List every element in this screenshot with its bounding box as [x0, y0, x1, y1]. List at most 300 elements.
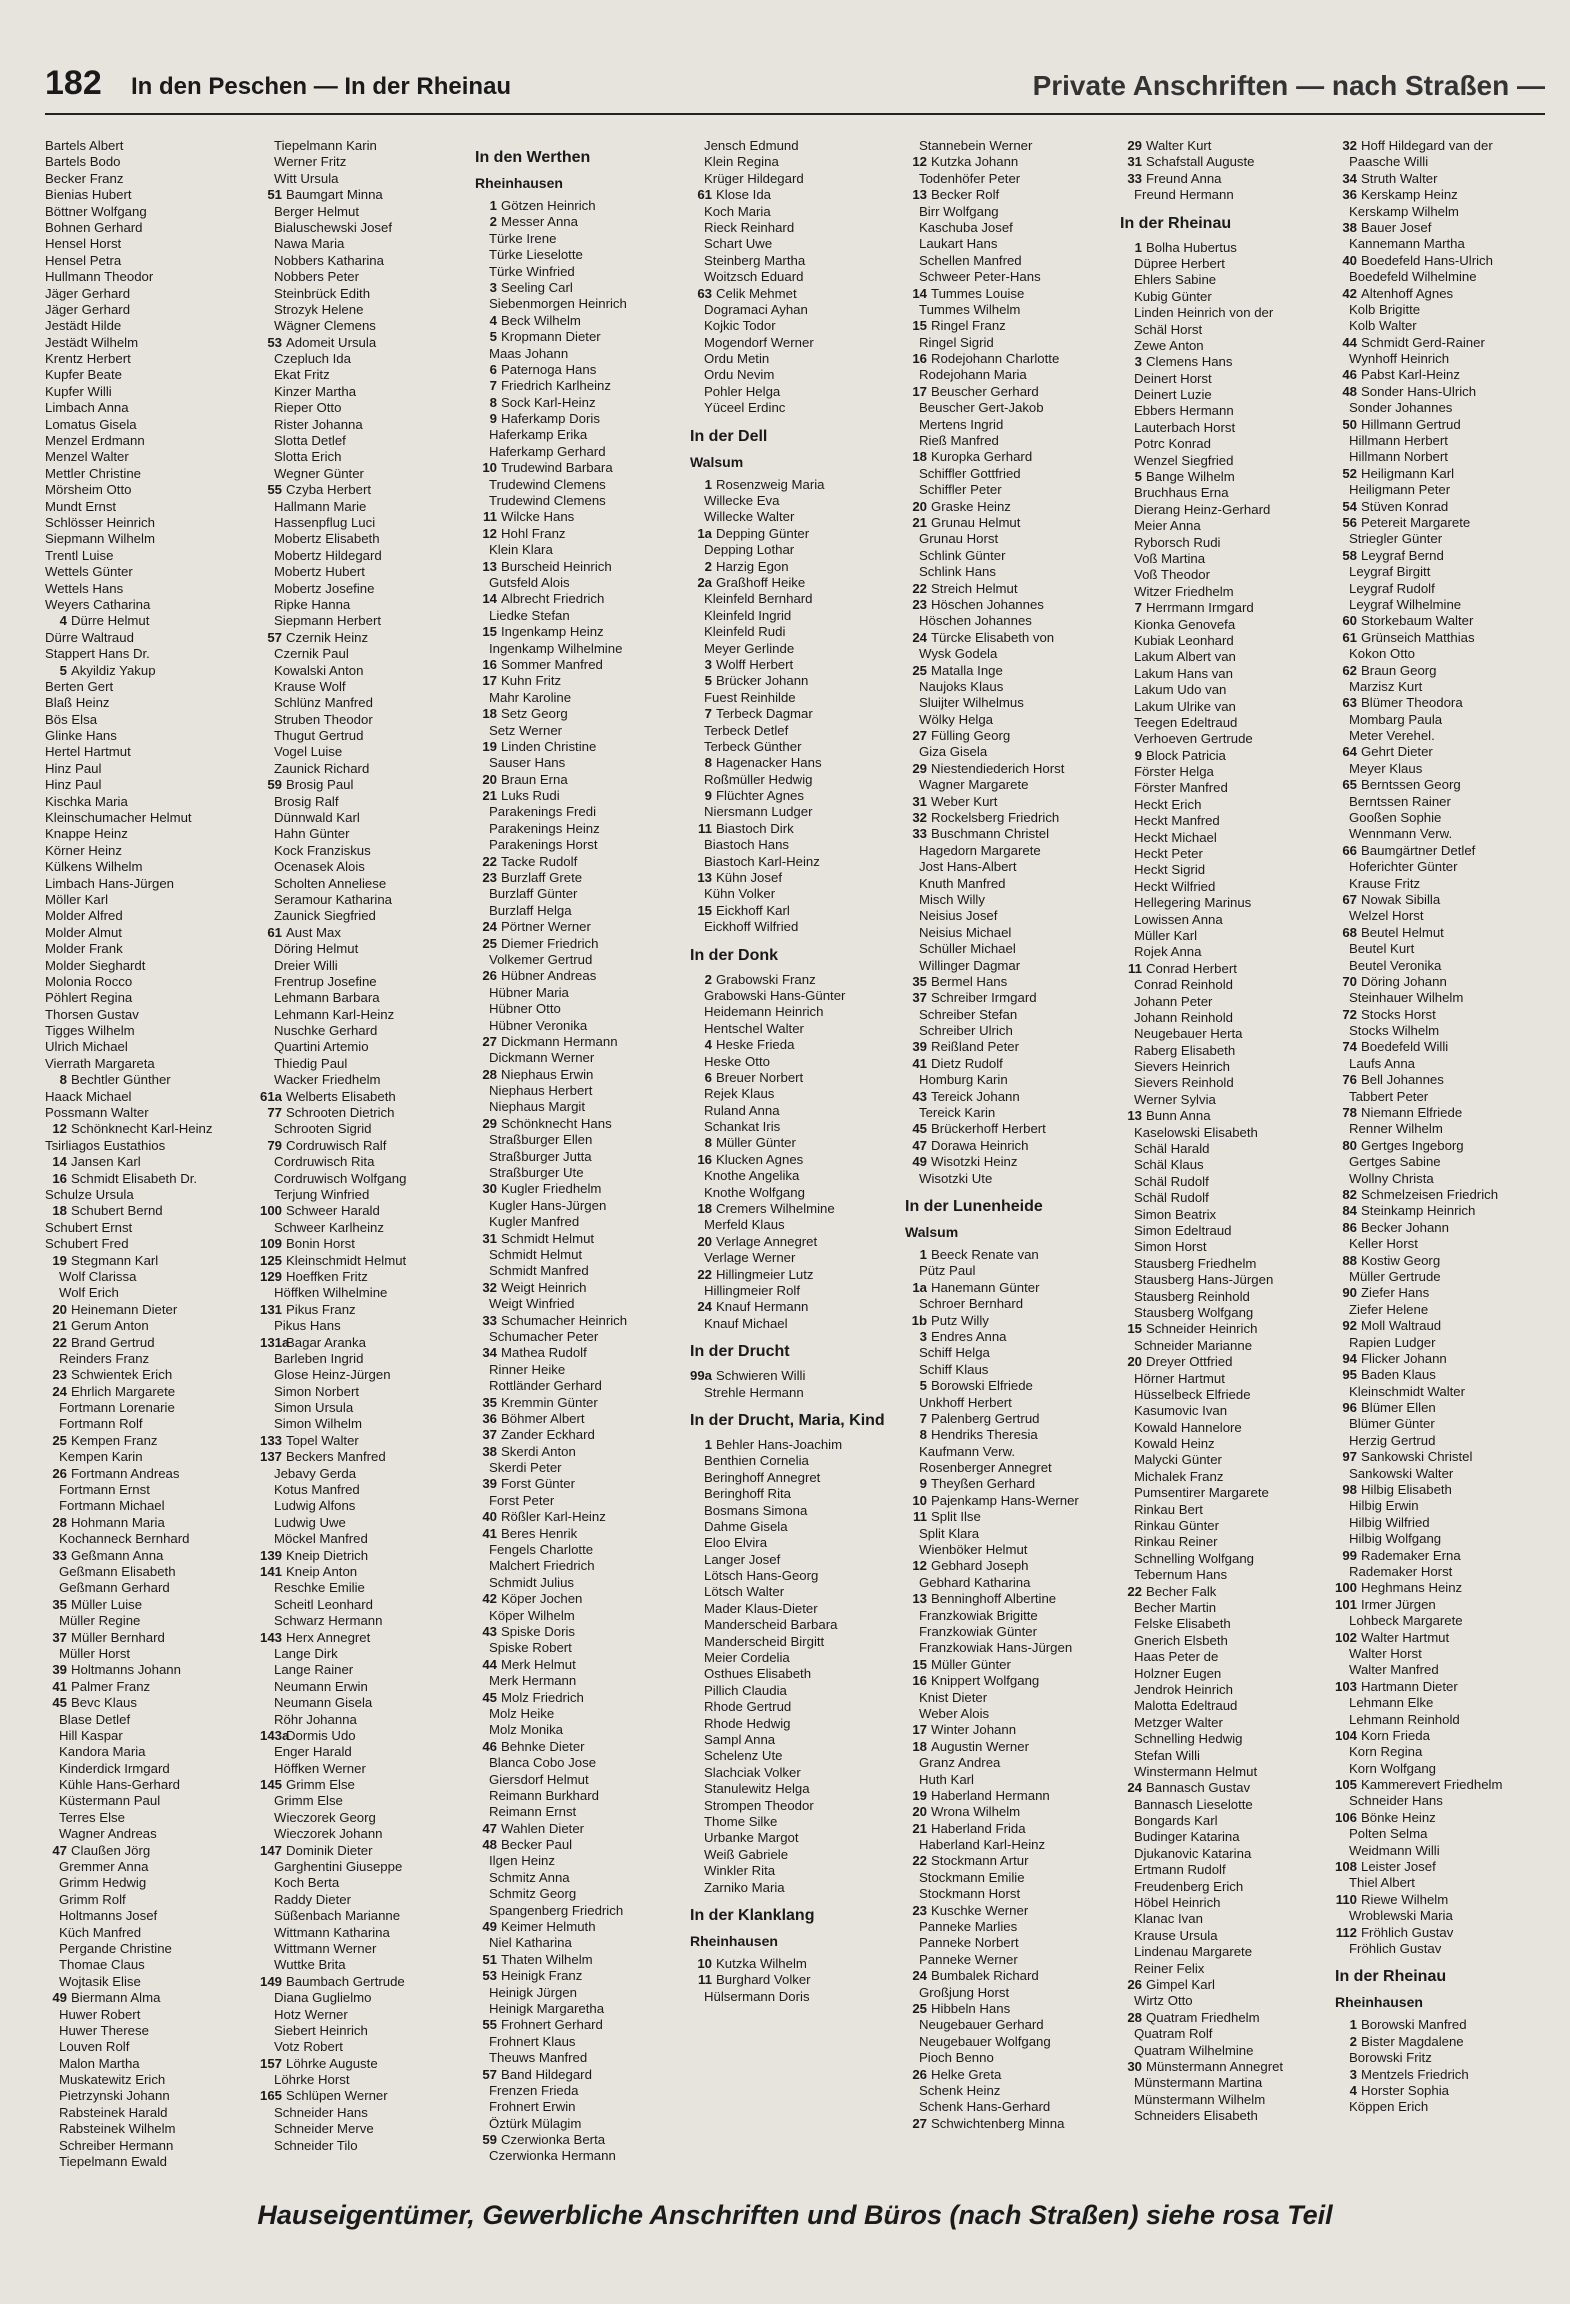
resident-name: Tsirliagos Eustathios: [45, 1137, 166, 1153]
directory-entry: [1335, 876, 1545, 892]
directory-entry: [260, 974, 475, 990]
house-number: 25: [482, 935, 497, 951]
directory-entry: [1335, 581, 1545, 597]
directory-entry: [690, 1601, 905, 1617]
house-number: 20: [697, 1233, 712, 1249]
directory-entry: [1335, 1843, 1545, 1859]
directory-entry: [475, 1214, 690, 1230]
resident-name: Theyßen Gerhard: [931, 1476, 1036, 1492]
resident-name: Großjung Horst: [919, 1984, 1010, 2000]
directory-entry: [1120, 1829, 1335, 1845]
resident-name: Grimm Hedwig: [59, 1875, 147, 1891]
resident-name: Kleinschumacher Helmut: [45, 810, 192, 826]
directory-entry: [475, 346, 690, 362]
resident-name: Weidmann Willi: [1349, 1842, 1440, 1858]
resident-name: Todenhöfer Peter: [919, 170, 1021, 186]
directory-entry: [1335, 1367, 1545, 1383]
resident-name: Burscheid Heinrich: [501, 558, 612, 574]
directory-entry: [45, 1138, 260, 1154]
resident-name: Niephaus Erwin: [501, 1066, 594, 1082]
resident-name: Gertges Ingeborg: [1361, 1137, 1464, 1153]
directory-entry: [260, 1400, 475, 1416]
directory-entry: [260, 499, 475, 515]
directory-entry: [1335, 2083, 1545, 2099]
directory-entry: [45, 400, 260, 416]
house-number: 3: [919, 1328, 927, 1344]
directory-entry: [260, 1777, 475, 1793]
directory-entry: [1335, 794, 1545, 810]
resident-name: Verlage Annegret: [716, 1233, 818, 1249]
directory-entry: [1335, 728, 1545, 744]
directory-entry: [475, 1329, 690, 1345]
resident-name: Böttner Wolfgang: [45, 203, 147, 219]
directory-entry: [260, 531, 475, 547]
directory-entry: [475, 444, 690, 460]
directory-entry: [260, 1236, 475, 1252]
resident-name: Meyer Gerlinde: [704, 640, 795, 656]
directory-entry: [1120, 1846, 1335, 1862]
resident-name: Terbeck Dagmar: [716, 706, 813, 722]
resident-name: Block Patricia: [1146, 747, 1226, 763]
directory-entry: [260, 1564, 475, 1580]
directory-column: [1335, 138, 1545, 2173]
resident-name: Neugebauer Gerhard: [919, 2017, 1044, 2033]
resident-name: Scholten Anneliese: [274, 875, 387, 891]
resident-name: Kowald Hannelore: [1134, 1419, 1242, 1435]
directory-entry: [690, 1617, 905, 1633]
resident-name: Skerdi Peter: [489, 1460, 562, 1476]
directory-entry: [690, 1732, 905, 1748]
directory-entry: [1120, 2092, 1335, 2108]
directory-entry: [475, 493, 690, 509]
resident-name: Beringhoff Rita: [704, 1486, 791, 1502]
street-heading: In der Dell: [690, 427, 768, 445]
resident-name: Fröhlich Gustav: [1361, 1924, 1454, 1940]
house-number: 32: [482, 1279, 497, 1295]
resident-name: Reiner Felix: [1134, 1960, 1205, 1976]
directory-entry: [1335, 646, 1545, 662]
directory-entry: [1120, 371, 1335, 387]
directory-entry: [475, 1870, 690, 1886]
resident-name: Rosenberger Annegret: [919, 1460, 1052, 1476]
resident-name: Parakenings Heinz: [489, 820, 600, 836]
house-number: 13: [912, 187, 927, 203]
directory-entry: [690, 1847, 905, 1863]
house-number: 16: [912, 1673, 927, 1689]
house-number: 108: [1335, 1859, 1358, 1875]
resident-name: Strozyk Helene: [274, 301, 364, 317]
resident-name: Setz Georg: [501, 706, 568, 722]
resident-name: Hillmann Norbert: [1349, 449, 1448, 465]
resident-name: Panneke Werner: [919, 1951, 1018, 1967]
house-number: 33: [482, 1312, 497, 1328]
resident-name: Molz Monika: [489, 1722, 564, 1738]
house-number: 86: [1342, 1219, 1357, 1235]
resident-name: Haferkamp Erika: [489, 427, 588, 443]
directory-entry: [45, 1580, 260, 1596]
directory-entry: [45, 548, 260, 564]
directory-entry: [1120, 666, 1335, 682]
directory-entry: [690, 1519, 905, 1535]
directory-entry: [1120, 633, 1335, 649]
resident-name: Schlösser Heinrich: [45, 514, 155, 530]
directory-entry: [45, 367, 260, 383]
house-number: 5: [59, 662, 67, 678]
directory-entry: [690, 608, 905, 624]
directory-entry: [905, 515, 1120, 531]
directory-entry: [1335, 1007, 1545, 1023]
house-number: 90: [1342, 1285, 1357, 1301]
resident-name: Molz Friedrich: [501, 1689, 584, 1705]
directory-entry: [1335, 253, 1545, 269]
house-number: 23: [52, 1367, 67, 1383]
resident-name: Klucken Agnes: [716, 1151, 804, 1167]
resident-name: Johann Reinhold: [1134, 1009, 1233, 1025]
directory-entry: [475, 1345, 690, 1361]
directory-entry: [475, 1280, 690, 1296]
directory-entry: [260, 1089, 475, 1105]
directory-entry: [45, 1515, 260, 1531]
directory-entry: [1335, 220, 1545, 236]
directory-entry: [1120, 485, 1335, 501]
directory-entry: [1335, 1531, 1545, 1547]
directory-entry: [1335, 2017, 1545, 2033]
resident-name: Götzen Heinrich: [501, 198, 596, 213]
directory-entry: [1335, 1580, 1545, 1596]
directory-entry: [1120, 1862, 1335, 1878]
directory-entry: [45, 2023, 260, 2039]
resident-name: Rockelsberg Friedrich: [931, 810, 1060, 826]
resident-name: Rinner Heike: [489, 1361, 566, 1377]
resident-name: Menzel Erdmann: [45, 433, 145, 449]
directory-entry: [260, 1351, 475, 1367]
directory-entry: [905, 1575, 1120, 1591]
resident-name: Beuscher Gert-Jakob: [919, 400, 1044, 416]
directory-entry: [1335, 1039, 1545, 1055]
resident-name: Hinz Paul: [45, 777, 102, 793]
directory-entry: [1335, 679, 1545, 695]
directory-entry: [905, 1313, 1120, 1329]
resident-name: Haberland Frida: [931, 1820, 1026, 1836]
resident-name: Slotta Erich: [274, 449, 342, 465]
directory-entry: [1335, 384, 1545, 400]
resident-name: Sankowski Walter: [1349, 1465, 1454, 1481]
directory-entry: [1120, 1190, 1335, 1206]
resident-name: Dürre Waltraud: [45, 629, 134, 645]
resident-name: Müller Günter: [931, 1656, 1011, 1672]
resident-name: Fröhlich Gustav: [1349, 1940, 1442, 1956]
house-number: 3: [1134, 354, 1142, 370]
house-number: 109: [260, 1236, 283, 1252]
resident-name: Schmidt Manfred: [489, 1263, 589, 1279]
directory-entry: [905, 1935, 1120, 1951]
house-number: 33: [52, 1547, 67, 1563]
resident-name: Berten Gert: [45, 678, 114, 694]
house-number: 110: [1335, 1891, 1357, 1907]
directory-entry: [475, 985, 690, 1001]
house-number: 52: [1342, 465, 1357, 481]
directory-entry: [475, 1509, 690, 1525]
resident-name: Becker Paul: [501, 1837, 573, 1853]
resident-name: Hill Kaspar: [59, 1727, 123, 1743]
resident-name: Eloo Elvira: [704, 1535, 768, 1551]
resident-name: Niel Katharina: [489, 1935, 572, 1951]
directory-entry: [690, 772, 905, 788]
resident-name: Ludwig Alfons: [274, 1498, 356, 1514]
resident-name: Stausberg Friedhelm: [1134, 1255, 1257, 1271]
resident-name: Siepmann Wilhelm: [45, 531, 155, 547]
resident-name: Ripke Hanna: [274, 596, 351, 612]
directory-entry: [260, 1269, 475, 1285]
directory-entry: [475, 755, 690, 771]
house-number: 49: [912, 1154, 927, 1170]
resident-name: Schneider Heinrich: [1146, 1321, 1258, 1337]
resident-name: Mundt Ernst: [45, 498, 117, 514]
directory-entry: [475, 1198, 690, 1214]
directory-entry: [690, 1437, 905, 1453]
resident-name: Öztürk Mülagim: [489, 2115, 582, 2131]
directory-entry: [1335, 1793, 1545, 1809]
resident-name: Kropmann Dieter: [501, 329, 601, 345]
directory-entry: [1335, 548, 1545, 564]
resident-name: Kleinschmidt Helmut: [286, 1252, 407, 1268]
directory-entry: [1335, 269, 1545, 285]
resident-name: Rhode Hedwig: [704, 1715, 791, 1731]
directory-entry: [1335, 564, 1545, 580]
directory-entry: [475, 1378, 690, 1394]
resident-name: Bange Wilhelm: [1146, 469, 1235, 485]
house-number: 22: [1127, 1583, 1142, 1599]
directory-entry: [1335, 712, 1545, 728]
resident-name: Förster Manfred: [1134, 780, 1228, 796]
directory-entry: [45, 1892, 260, 1908]
resident-name: Biastoch Dirk: [716, 820, 794, 836]
house-number: 1: [919, 1247, 927, 1262]
directory-entry: [45, 318, 260, 334]
directory-entry: [45, 1482, 260, 1498]
house-number: 143: [260, 1629, 283, 1645]
resident-name: Knauf Hermann: [716, 1299, 809, 1315]
resident-name: Hentschel Walter: [704, 1020, 804, 1036]
directory-entry: [1335, 1777, 1545, 1793]
resident-name: Jansen Karl: [71, 1154, 141, 1170]
directory-entry: [45, 2072, 260, 2088]
resident-name: Rieß Manfred: [919, 433, 999, 449]
directory-entry: [690, 1699, 905, 1715]
directory-entry: [905, 138, 1120, 154]
resident-name: Mader Klaus-Dieter: [704, 1600, 818, 1616]
resident-name: Lowissen Anna: [1134, 911, 1223, 927]
directory-entry: [1120, 1616, 1335, 1632]
directory-entry: [1120, 1748, 1335, 1764]
street-heading: In der Drucht, Maria, Kind: [690, 1411, 885, 1429]
directory-entry: [1120, 600, 1335, 616]
directory-entry: [45, 1744, 260, 1760]
resident-name: Laufs Anna: [1349, 1055, 1415, 1071]
directory-entry: [690, 154, 905, 170]
directory-entry: [475, 1608, 690, 1624]
resident-name: Kupfer Willi: [45, 383, 112, 399]
directory-entry: [1120, 1436, 1335, 1452]
house-number: 74: [1342, 1039, 1357, 1055]
resident-name: Trudewind Barbara: [501, 460, 613, 476]
directory-entry: [260, 351, 475, 367]
resident-name: Terjung Winfried: [274, 1187, 370, 1202]
directory-entry: [905, 548, 1120, 564]
directory-entry: [475, 1804, 690, 1820]
resident-name: Schwarz Hermann: [274, 1613, 383, 1629]
directory-entry: [1335, 1613, 1545, 1629]
resident-name: Werner Fritz: [274, 154, 347, 170]
house-number: 59: [267, 777, 282, 793]
directory-entry: [45, 1285, 260, 1301]
directory-entry: [1335, 1597, 1545, 1613]
resident-name: Ekat Fritz: [274, 367, 330, 383]
directory-entry: [260, 171, 475, 187]
resident-name: Walter Manfred: [1349, 1662, 1439, 1678]
resident-name: Biastoch Karl-Heinz: [704, 853, 820, 869]
directory-entry: [475, 1132, 690, 1148]
resident-name: Mombarg Paula: [1349, 711, 1443, 727]
resident-name: Wuttke Brita: [274, 1957, 346, 1973]
directory-entry: [475, 1575, 690, 1591]
directory-entry: [690, 302, 905, 318]
directory-entry: [45, 2105, 260, 2121]
resident-name: Bagar Aranka: [286, 1334, 366, 1350]
directory-entry: [45, 1236, 260, 1252]
resident-name: Mogendorf Werner: [704, 334, 814, 350]
directory-entry: [45, 1318, 260, 1334]
directory-entry: [1120, 2075, 1335, 2091]
directory-entry: [690, 1004, 905, 1020]
resident-name: Sankowski Christel: [1361, 1449, 1473, 1465]
resident-name: Sievers Heinrich: [1134, 1059, 1231, 1075]
house-number: 49: [52, 1990, 67, 2006]
house-number: 26: [1127, 1976, 1142, 1992]
directory-entry: [45, 1335, 260, 1351]
directory-entry: [45, 1351, 260, 1367]
resident-name: Siebenmorgen Heinrich: [489, 296, 627, 312]
house-number: 11: [483, 509, 497, 525]
directory-entry: [905, 1673, 1120, 1689]
resident-name: Klanac Ivan: [1134, 1911, 1203, 1927]
directory-entry: [260, 876, 475, 892]
page-number: 182: [45, 64, 102, 102]
resident-name: Verlage Werner: [704, 1250, 796, 1266]
directory-entry: [1335, 1941, 1545, 1957]
directory-entry: [905, 1788, 1120, 1804]
directory-entry: [260, 1826, 475, 1842]
resident-name: Schiff Helga: [919, 1345, 990, 1361]
resident-name: Yüceel Erdinc: [704, 400, 786, 416]
directory-entry: [1335, 138, 1545, 154]
directory-entry: [1120, 1895, 1335, 1911]
directory-entry: [475, 2050, 690, 2066]
directory-entry: [260, 449, 475, 465]
directory-entry: [475, 1181, 690, 1197]
resident-name: Krause Wolf: [274, 678, 346, 694]
directory-entry: [905, 1608, 1120, 1624]
resident-name: Korn Frieda: [1361, 1727, 1430, 1743]
section-title: Private Anschriften — nach Straßen —: [1032, 70, 1545, 101]
resident-name: Votz Robert: [274, 2039, 343, 2055]
directory-entry: [1120, 2059, 1335, 2075]
resident-name: Höbel Heinrich: [1134, 1895, 1221, 1911]
resident-name: Türke Lieselotte: [489, 247, 583, 263]
resident-name: Knuth Manfred: [919, 875, 1006, 891]
directory-entry: [45, 1597, 260, 1613]
directory-entry: [905, 892, 1120, 908]
directory-entry: [260, 220, 475, 236]
resident-name: Wienböker Helmut: [919, 1542, 1028, 1558]
resident-name: Leygraf Bernd: [1361, 547, 1444, 563]
resident-name: Rößler Karl-Heinz: [501, 1509, 606, 1525]
resident-name: Borowski Fritz: [1349, 2050, 1432, 2066]
directory-entry: [475, 1231, 690, 1247]
resident-name: Kolb Walter: [1349, 318, 1417, 334]
house-number: 12: [912, 154, 927, 170]
directory-entry: [260, 826, 475, 842]
house-number: 14: [482, 591, 497, 607]
resident-name: Neumann Erwin: [274, 1678, 368, 1694]
directory-entry: [475, 460, 690, 476]
directory-entry: [475, 1788, 690, 1804]
resident-name: Rodejohann Maria: [919, 367, 1027, 383]
resident-name: Schmidt Helmut: [501, 1230, 595, 1246]
directory-entry: [475, 1722, 690, 1738]
directory-entry: [905, 925, 1120, 941]
directory-entry: [1335, 663, 1545, 679]
resident-name: Kubig Günter: [1134, 288, 1212, 304]
directory-entry: [475, 1821, 690, 1837]
house-number: 21: [912, 514, 927, 530]
resident-name: Hallmann Marie: [274, 498, 367, 514]
house-number: 82: [1342, 1187, 1357, 1202]
directory-entry: [1120, 1682, 1335, 1698]
resident-name: Krentz Herbert: [45, 351, 131, 367]
directory-entry: [905, 1919, 1120, 1935]
directory-entry: [45, 1449, 260, 1465]
header-rule: [45, 113, 1545, 115]
directory-entry: [475, 1526, 690, 1542]
resident-name: Wittmann Werner: [274, 1940, 377, 1956]
directory-entry: [260, 269, 475, 285]
directory-entry: [475, 2034, 690, 2050]
resident-name: Beeck Renate van: [931, 1247, 1039, 1262]
resident-name: Bruchhaus Erna: [1134, 485, 1229, 501]
directory-entry: [45, 597, 260, 613]
resident-name: Heidemann Heinrich: [704, 1004, 824, 1020]
directory-entry: [1335, 367, 1545, 383]
resident-name: Frentrup Josefine: [274, 973, 377, 989]
house-number: 10: [482, 460, 497, 476]
resident-name: Wahlen Dieter: [501, 1820, 585, 1836]
resident-name: Merfeld Klaus: [704, 1217, 785, 1233]
resident-name: Knippert Wolfgang: [931, 1673, 1040, 1689]
directory-entry: [475, 739, 690, 755]
house-number: 13: [1127, 1108, 1142, 1124]
house-number: 24: [482, 919, 497, 935]
resident-name: Michalek Franz: [1134, 1468, 1224, 1484]
directory-entry: [475, 1739, 690, 1755]
resident-name: Pöhlert Regina: [45, 990, 133, 1006]
directory-entry: [690, 1385, 905, 1401]
directory-entry: [45, 1548, 260, 1564]
resident-name: Menzel Walter: [45, 449, 129, 465]
resident-name: Albrecht Friedrich: [501, 591, 605, 607]
house-number: 106: [1335, 1809, 1358, 1825]
directory-entry: [1335, 515, 1545, 531]
